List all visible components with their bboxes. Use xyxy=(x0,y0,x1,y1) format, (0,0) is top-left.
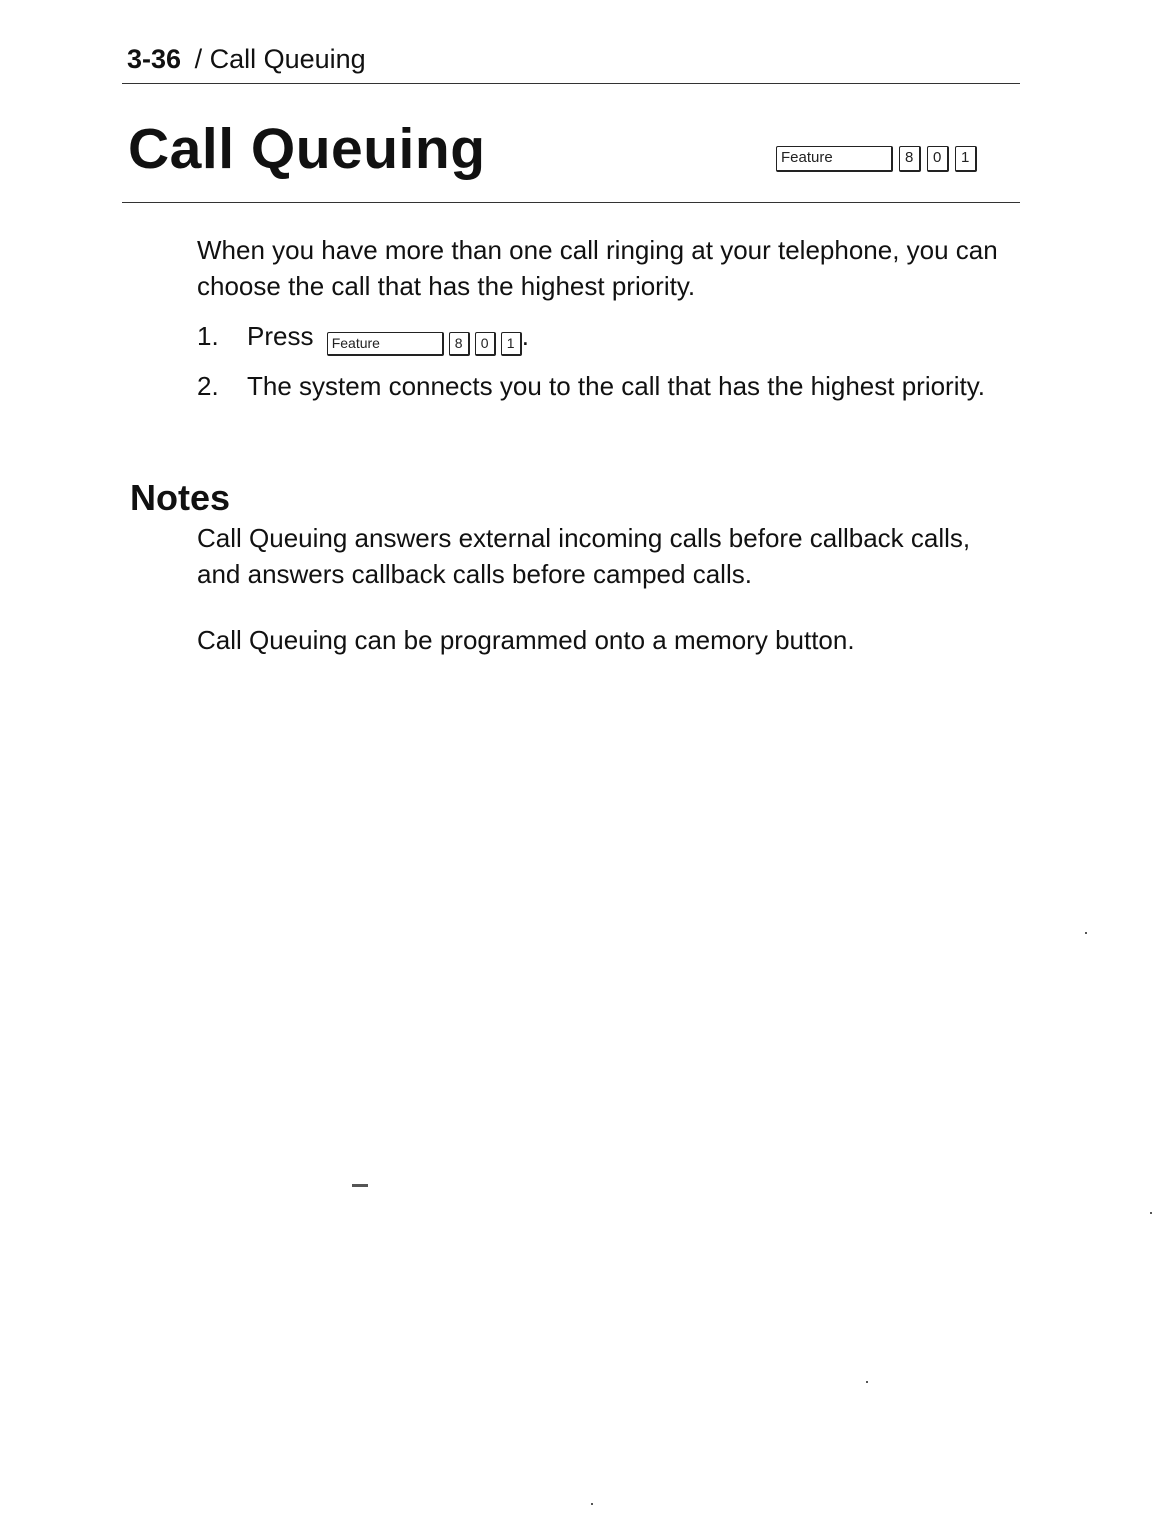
notes-heading: Notes xyxy=(130,477,231,518)
digit-key-8: 8 xyxy=(899,146,921,172)
intro-paragraph: When you have more than one call ringing at your telephone, you can choose the call that has the highest priority. xyxy=(197,235,998,301)
step-text: The system connects you to the call that has the highest priority. xyxy=(247,371,986,401)
header-separator: / xyxy=(194,44,203,74)
feature-key: Feature xyxy=(327,332,444,356)
step-number: 1. xyxy=(197,321,219,351)
digit-key-0: 0 xyxy=(475,332,496,356)
header-section: Call Queuing xyxy=(209,44,366,74)
header-rule xyxy=(122,83,1020,84)
digit-key-1: 1 xyxy=(501,332,522,356)
title-key-sequence xyxy=(776,146,977,172)
step-trailing-period: . xyxy=(521,321,529,351)
note-paragraph: Call Queuing answers external incoming calls before callback calls, and answers callback calls before camped calls. xyxy=(197,523,971,589)
digit-key-1: 1 xyxy=(955,146,977,172)
step-content xyxy=(247,318,987,356)
step-text: Press xyxy=(247,321,314,351)
feature-key: Feature xyxy=(776,146,893,172)
running-header xyxy=(127,42,366,76)
scan-speck xyxy=(1085,932,1087,934)
digit-key-0: 0 xyxy=(927,146,949,172)
page-number: 3-36 xyxy=(127,44,182,74)
scan-speck xyxy=(866,1381,868,1383)
step-number: 2. xyxy=(197,371,219,401)
scan-speck xyxy=(591,1503,593,1505)
digit-key-8: 8 xyxy=(449,332,470,356)
page-title: Call Queuing xyxy=(128,117,486,181)
title-rule xyxy=(122,202,1020,203)
scan-speck xyxy=(352,1184,368,1187)
note-paragraph: Call Queuing can be programmed onto a memory button. xyxy=(197,625,855,655)
scan-speck xyxy=(1150,1212,1152,1214)
step-key-sequence xyxy=(327,332,522,356)
